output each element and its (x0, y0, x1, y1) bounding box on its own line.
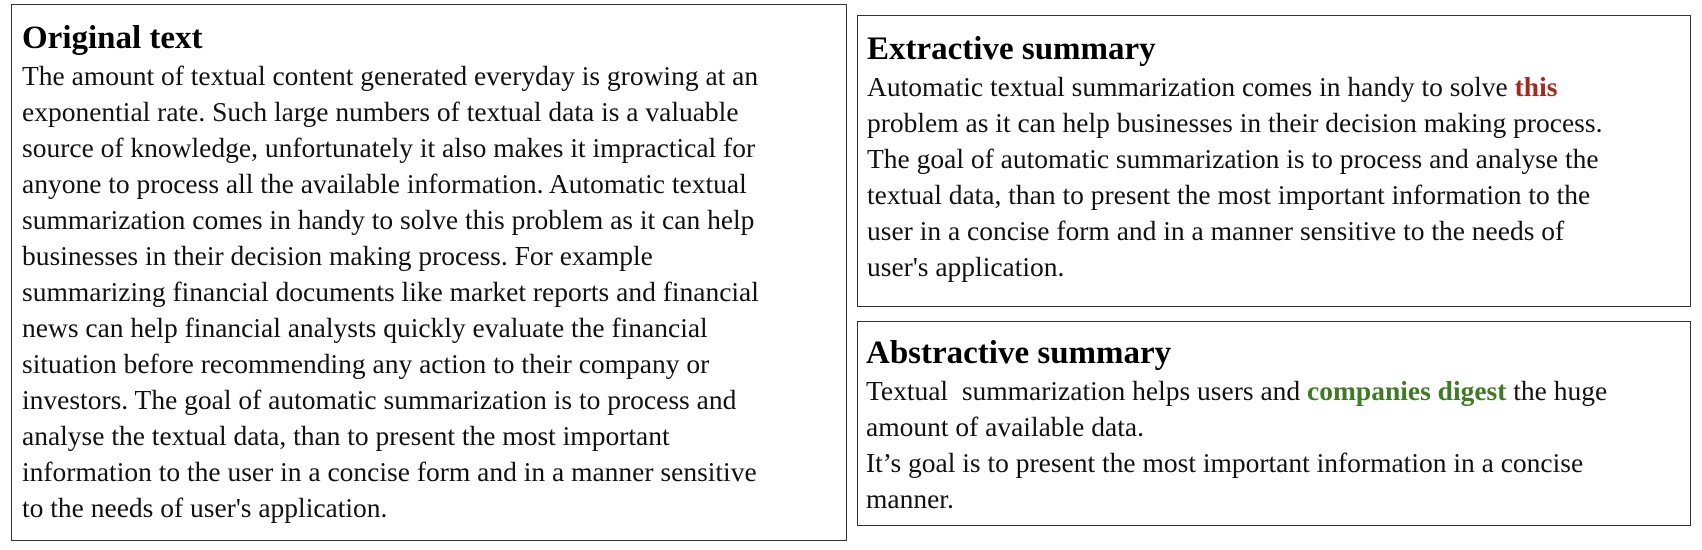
abstractive-line-text: the huge (1506, 375, 1608, 406)
original-text-line: summarizing financial documents like market reports and financial (22, 276, 759, 307)
original-text-line: situation before recommending any action to their company or (22, 348, 710, 379)
original-text-line: The amount of textual content generated everyday is growing at an (22, 60, 759, 91)
original-text-line: analyse the textual data, than to present the most important (22, 420, 670, 451)
original-text-line: summarization comes in handy to solve this problem as it can help (22, 204, 755, 235)
extractive-summary-line: The goal of automatic summarization is to process and analyse the (867, 143, 1599, 174)
extractive-summary-line: textual data, than to present the most important information to the (867, 179, 1591, 210)
extractive-summary-line: problem as it can help businesses in their decision making process. (867, 107, 1603, 138)
original-text-line: to the needs of user's application. (22, 492, 388, 523)
original-text-line: news can help financial analysts quickly evaluate the financial (22, 312, 708, 343)
abstractive-summary-title: Abstractive summary (866, 335, 1172, 371)
original-text-line: information to the user in a concise form and in a manner sensitive (22, 456, 757, 487)
abstractive-summary-line: It’s goal is to present the most important information in a concise (866, 447, 1584, 478)
abstractive-summary-line (866, 373, 1690, 409)
original-text-line: exponential rate. Such large numbers of textual data is a valuable (22, 96, 739, 127)
abstractive-summary-line: manner. (866, 483, 954, 514)
extractive-summary-title: Extractive summary (867, 31, 1156, 67)
extractive-line-text: Automatic textual summarization comes in handy to solve (867, 71, 1515, 102)
original-text-line: source of knowledge, unfortunately it also makes it impractical for (22, 132, 756, 163)
abstractive-summary-line: amount of available data. (866, 411, 1144, 442)
original-text-panel (11, 4, 847, 541)
extractive-summary-line: user in a concise form and in a manner sensitive to the needs of (867, 215, 1565, 246)
abstractive-summary-panel (857, 321, 1691, 526)
original-text-line: businesses in their decision making process. For example (22, 240, 653, 271)
extractive-summary-panel (857, 15, 1691, 307)
abstractive-highlight-phrase: companies digest (1307, 375, 1507, 406)
extractive-summary-line (867, 69, 1690, 105)
original-text-line: investors. The goal of automatic summarization is to process and (22, 384, 737, 415)
abstractive-line-text: Textual summarization helps users and (866, 375, 1308, 406)
original-text-line: anyone to process all the available information. Automatic textual (22, 168, 747, 199)
extractive-highlight-word: this (1514, 71, 1558, 102)
original-text-title: Original text (22, 20, 203, 56)
extractive-summary-line: user's application. (867, 251, 1065, 282)
